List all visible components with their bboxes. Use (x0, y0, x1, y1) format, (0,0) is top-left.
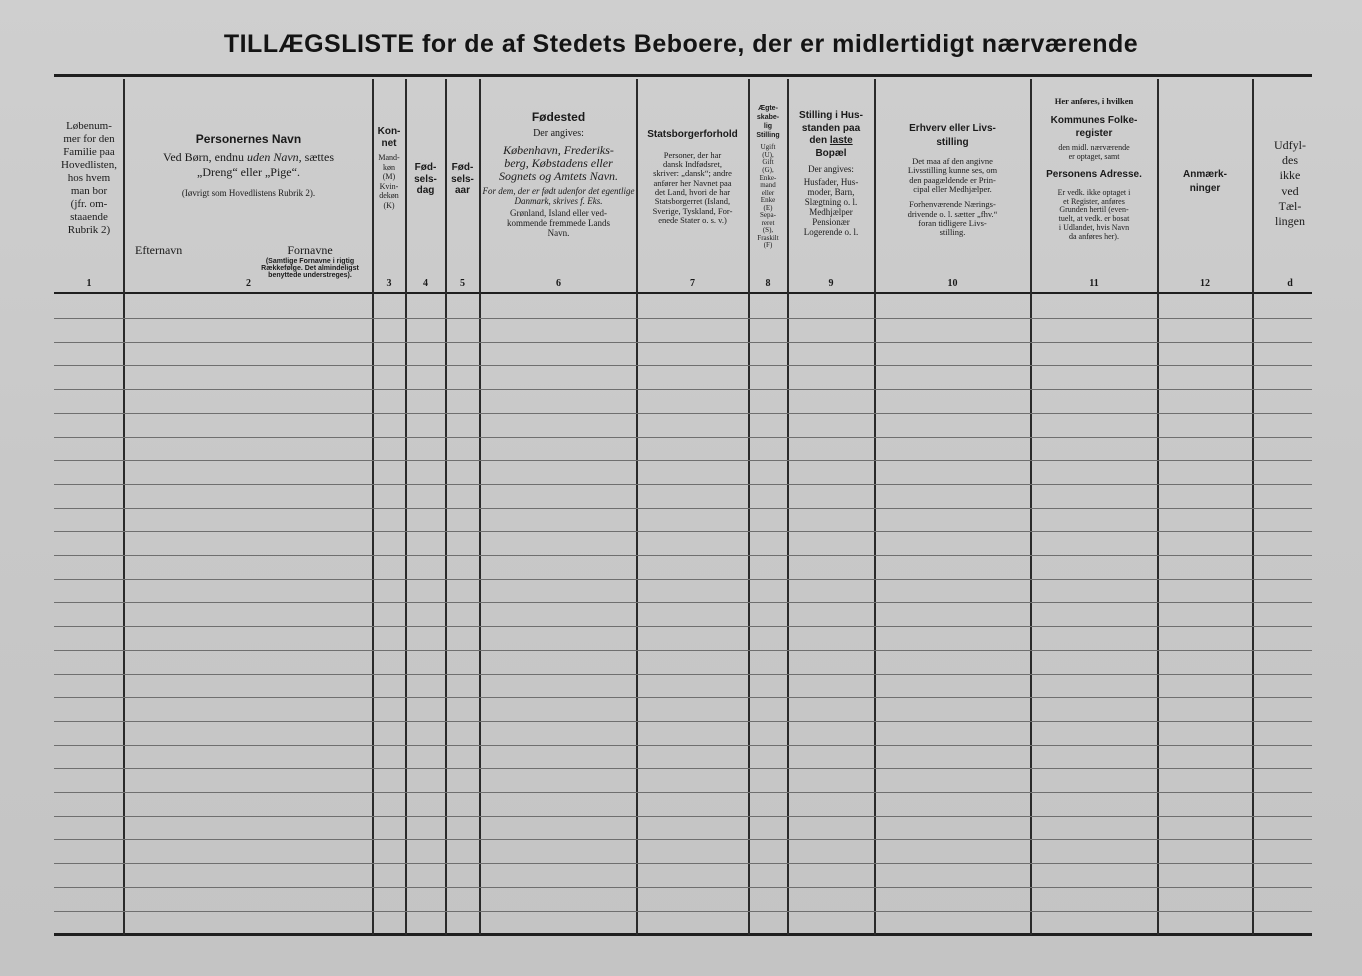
col8-heading: Ægte- skabe- lig Stilling (756, 105, 780, 140)
col9-text: Husfader, Hus- moder, Barn, Slægtning o. l. Medhjælper Pensionær Logerende o. l. (803, 177, 859, 237)
col1-number: 1 (86, 278, 92, 289)
col10-text1: Det maa af den angivne Livsstilling kunne ses, om den paagældende er Prin- cipal eller Medhjælper. (907, 156, 998, 195)
entry-row-line (54, 863, 1312, 864)
column-divider (479, 79, 481, 935)
col10-text2: Forhenværende Nærings- drivende o. l. sætter „fhv.“ foran tidligere Livs- stilling. (907, 199, 998, 238)
col2-heading: Personernes Navn (195, 132, 302, 146)
col2-note: (Iøvrigt som Hovedlistens Rubrik 2). (181, 188, 316, 199)
col6-sub: Der angives: (533, 128, 584, 140)
entry-row-line (54, 745, 1312, 746)
col2-line1-italic: uden Navn, (247, 150, 302, 165)
col11-top: Her anføres, i hvilken (1054, 97, 1134, 106)
col11-number: 11 (1089, 278, 1099, 289)
col6-text2: Grønland, Island eller ved- kommende fremmede Lands Navn. (507, 208, 610, 239)
col10-header (876, 122, 1029, 328)
entry-row-line (54, 413, 1312, 414)
entry-row-line (54, 721, 1312, 722)
entry-row-line (54, 650, 1312, 651)
entry-row-line (54, 555, 1312, 556)
col2-header (126, 132, 371, 338)
entry-row-line (54, 697, 1312, 698)
entry-row-line (54, 531, 1312, 532)
entry-row-line (54, 674, 1312, 675)
col6-heading: Fødested (531, 110, 586, 124)
entry-row-line (54, 602, 1312, 603)
col3-heading: Kon- net (377, 126, 401, 149)
entry-row-line (54, 389, 1312, 390)
col3-header (374, 126, 404, 332)
col3-text: Mand- køn (M) Kvin- dekøn (K) (378, 153, 400, 210)
page-title: TILLÆGSLISTE for de af Stedets Beboere, der er midlertidigt nærværende (223, 30, 1139, 58)
col5-header (447, 162, 478, 368)
col1-text: Løbenum- mer for den Familie paa Hovedlisten, hos hvem man bor (jfr. om- staaende Rubrik 2) (61, 120, 117, 236)
col7-header (638, 129, 747, 335)
col7-text: Personer, der har dansk Indfødsret, skriver: „dansk“; andre anfører her Navnet paa det Land, hvori de har Statsborgerret (Island, Sverige, Tyskland, For- enede Stater o. s. v.) (652, 149, 733, 225)
cold-header (1254, 138, 1326, 344)
entry-row-line (54, 626, 1312, 627)
col2-fornavne: Fornavne (287, 244, 333, 257)
entry-row-line (54, 460, 1312, 461)
cold-number: d (1287, 278, 1293, 289)
top-rule (54, 74, 1312, 77)
col8-number: 8 (765, 278, 771, 289)
col7-number: 7 (690, 278, 695, 289)
column-divider (123, 79, 125, 935)
col4-header (407, 162, 444, 368)
col2-line2: „Dreng“ eller „Pige“. (197, 164, 300, 179)
entry-row-line (54, 887, 1312, 888)
col9-number: 9 (828, 278, 834, 289)
col10-number: 10 (947, 278, 958, 289)
col7-heading: Statsborgerforhold (647, 129, 738, 140)
col11-header (1032, 97, 1156, 303)
col2-line1-pre: Ved Børn, endnu (163, 150, 247, 165)
entry-row-line (54, 839, 1312, 840)
entry-row-line (54, 484, 1312, 485)
col4-heading: Fød- sels- dag (414, 162, 437, 196)
col2-number: 2 (246, 278, 251, 289)
cold-text: Udfyl- des ikke ved Tæl- lingen (1274, 138, 1306, 229)
col3-number: 3 (386, 278, 392, 289)
col6-text1: For dem, der er født udenfor det egentlige Danmark, skrives f. Eks. (482, 186, 635, 207)
entry-row-line (54, 579, 1312, 580)
col12-heading: Anmærk- ninger (1183, 169, 1227, 194)
entry-row-line (54, 365, 1312, 366)
col11-text2: Er vedk. ikke optaget i et Register, anføres Grunden hertil (even- tuelt, at vedk. er bosat i Udlandet, hvis Navn da anføres her). (1057, 187, 1131, 241)
entry-row-line (54, 508, 1312, 509)
col9-heading-part2: Bopæl (815, 147, 847, 159)
col5-heading: Fød- sels- aar (451, 162, 474, 196)
col6-number: 6 (556, 278, 561, 289)
col2-instruction (126, 150, 371, 164)
col12-number: 12 (1200, 278, 1210, 289)
entry-row-line (54, 342, 1312, 343)
bottom-rule (54, 933, 1312, 936)
col10-heading: Erhverv eller Livs- stilling (909, 123, 996, 148)
entry-row-line (54, 911, 1312, 912)
col2-line1-post: sættes (301, 150, 334, 165)
entry-row-line (54, 792, 1312, 793)
col1-header (56, 120, 122, 326)
col5-number: 5 (460, 278, 465, 289)
col9-heading-part1: Stilling i Hus- standen paa den (799, 110, 863, 146)
col6-italic: København, Frederiks- berg, Købstadens eller Sognets og Amtets Navn. (498, 142, 619, 184)
col2-fornavne-note: (Samtlige Fornavne i rigtig Rækkefølge. Det almindeligst benyttede understreges). (261, 257, 359, 280)
entry-row-line (54, 816, 1312, 817)
col11-heading: Kommunes Folke- register (1050, 114, 1138, 139)
col4-number: 4 (423, 278, 428, 289)
col9-sub: Der angives: (808, 164, 854, 174)
col2-efternavn: Efternavn (135, 244, 183, 257)
col12-header (1159, 168, 1251, 374)
col9-heading (789, 110, 873, 160)
entry-row-line (54, 768, 1312, 769)
col11-text1: den midl. nærværende er optaget, samt (1058, 142, 1130, 161)
col9-heading-underlined: laste (829, 135, 853, 146)
entry-row-line (54, 437, 1312, 438)
col11-heading2: Personens Adresse. (1046, 169, 1142, 181)
col8-text: Ugift (U), Gift (G), Enke- mand eller Enke (E) Sepa- reret (S), Fraskilt (F) (757, 143, 779, 250)
